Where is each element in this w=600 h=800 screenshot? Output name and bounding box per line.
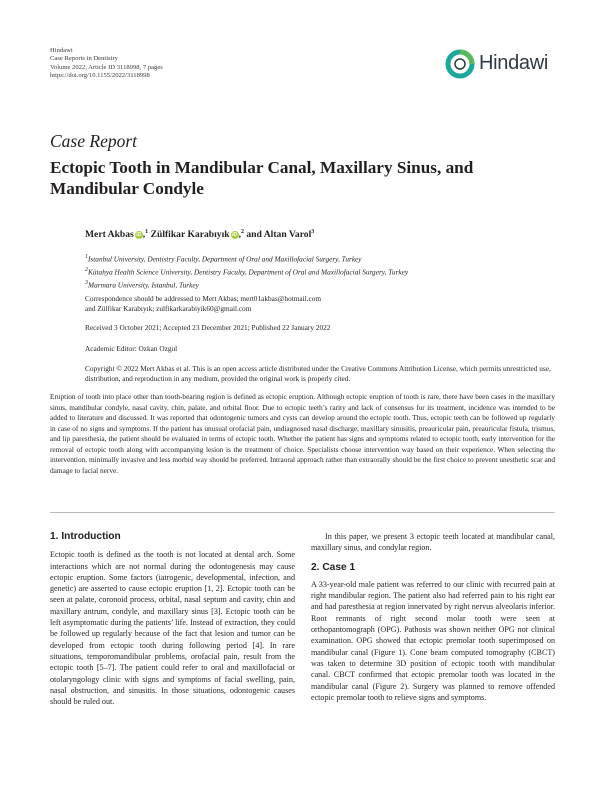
correspondence-line: Correspondence should be addressed to Mert Akbas; mert01akbas@hotmail.com xyxy=(85,294,322,303)
hindawi-logo-icon xyxy=(445,49,475,79)
journal-name: Case Reports in Dentistry xyxy=(50,55,118,63)
journal-meta xyxy=(50,47,163,81)
affiliations xyxy=(85,252,408,291)
logo-text: Hindawi xyxy=(479,52,549,74)
author-sup: 2 xyxy=(240,229,244,235)
author-name[interactable]: Mert Akbas xyxy=(85,229,134,241)
author-list: Mert Akbas iD ,$^1$ Zülfikar Karabıyık iD ,$^2$ and Altan Varol$^3$ xyxy=(85,229,315,241)
author-sup: 3 xyxy=(311,229,315,235)
doi-link[interactable]: https://doi.org/10.1155/2022/3118998 xyxy=(50,72,150,80)
correspondence xyxy=(85,294,555,314)
copyright-notice: Copyright © 2022 Mert Akbas et al. This is an open access article distributed under the Creative Commons Attribution License, which permits unrestricted use, distribution, and reproduction in any medium, provided the original work is properly cited. xyxy=(85,364,551,383)
right-column xyxy=(311,531,555,703)
author-sup: 1 xyxy=(145,229,149,235)
paragraph: A 33-year-old male patient was referred to our clinic with recurred pain at right mandibular region. The patient also had referred pain to his right ear and had paresthesia at region innervated by right nervus alveolaris inferior. Root remnants of right second molar tooth were seen at orthopantomograph (OPG). Pathosis was shown neither OPG nor clinical examination. OPG showed that ectopic premolar tooth superimposed on mandibular canal (Figure 1). Cone beam computed tomography (CBCT) was taken to determine 3D position of ectopic tooth with mandibular canal. CBCT confirmed that ectopic premolar tooth was located in the mandibular canal (Figure 2). Surgery was planned to remove offended ectopic premolar tooth to relieve signs and symptoms. xyxy=(311,579,555,702)
orcid-icon[interactable]: iD xyxy=(232,232,238,239)
section-divider xyxy=(50,512,555,513)
author-name[interactable]: Altan Varol xyxy=(263,229,312,241)
section-heading: 2. Case 1 xyxy=(311,561,356,573)
affiliation: $^2$Kütahya Health Science University, Dentistry Faculty, Department of Oral and Maxillofacial Surgery, Turkey xyxy=(85,267,409,277)
hindawi-logo xyxy=(445,49,555,79)
article-dates: Received 3 October 2021; Accepted 23 December 2021; Published 22 January 2022 xyxy=(85,323,331,332)
abstract: Eruption of tooth into place other than tooth-bearing region is defined as ectopic eruption. Although ectopic eruption of tooth is rare, there have been cases in the maxillary sinus, mandibular condyle, nasal cavity, chin, palate, and orbital floor. Due to ectopic teeth’s rarity and lack of consensus for its treatment, incidence was intended to be added to literature and discussed. It was reported that odontogenic tumors and cysts can develop around the ectopic tooth. Thus, ectopic teeth can be followed up regularly in case of no signs and symptoms. If the patient has unusual orofacial pain, undiagnosed nasal discharge, maxillary sinusitis, preauricular pain, preauricular fistula, trismus, and lip paresthesia, the patient should be evaluated in terms of ectopic tooth. Whether the patient has signs and symptoms related to ectopic tooth, early intervention for the removal of ectopic tooth along with accompanying lesion is the treatment of choice. Specialists choose intervention way based on their experience. When selecting the intervention, minimally invasive and less morbid way should be preferred. Intraoral approach rather than extraorally should be the first choice to prevent unesthetic scar and damage to facial nerve. xyxy=(50,392,555,475)
volume-info: Volume 2022, Article ID 3118998, 7 pages xyxy=(50,63,163,71)
orcid-icon[interactable]: iD xyxy=(136,232,142,239)
section-heading: 1. Introduction xyxy=(50,531,121,542)
paper-title: Ectopic Tooth in Mandibular Canal, Maxillary Sinus, and Mandibular Condyle xyxy=(50,158,474,198)
affiliation: $^1$Istanbul University, Dentistry Faculty, Department of Oral and Maxillofacial Surgery, Turkey xyxy=(85,254,362,264)
correspondence-line: and Zülfikar Karabıyık; zulfikarkarabiyik60@gmail.com xyxy=(85,304,252,313)
author-name[interactable]: Zülfikar Karabıyık xyxy=(150,229,230,241)
affiliation: $^3$Marmara University, Istanbul, Turkey xyxy=(85,280,199,290)
paragraph: Ectopic tooth is defined as the tooth is not located at dental arch. Some interactions which are not normal during the odontogenesis may cause ectopic eruption. Some factors (iatrogenic, developmental, infection, and genetic) are asserted to cause ectopic eruption [1, 2]. Ectopic tooth can be seen at palate, coronoid process, orbital, nasal septum and cavity, chin and maxillary antrum, condyle, and maxillary sinus [3]. Ectopic tooth can be left asymptomatic during the patients’ life. Instead of extraction, they could be followed up regularly because of the fact that lesion and tumor can be developed from ectopic tooth during following period [4]. In rare situations, temporomandibular problems, orofacial pain, result from the ectopic tooth [5–7]. The patient could refer to oral and maxillofacial or otolaryngology clinic with signs and symptoms of facial swelling, pain, nasal obstruction, and sinusitis. In those situations, odontogenic causes should be ruled out. xyxy=(50,550,295,707)
paragraph: In this paper, we present 3 ectopic teeth located at mandibular canal, maxillary sinus, and condylar region. xyxy=(311,532,555,553)
academic-editor: Academic Editor: Ozkan Ozgul xyxy=(85,344,178,353)
introduction-section xyxy=(50,531,295,707)
publisher-name: Hindawi xyxy=(50,47,73,54)
article-type: Case Report xyxy=(50,131,138,151)
